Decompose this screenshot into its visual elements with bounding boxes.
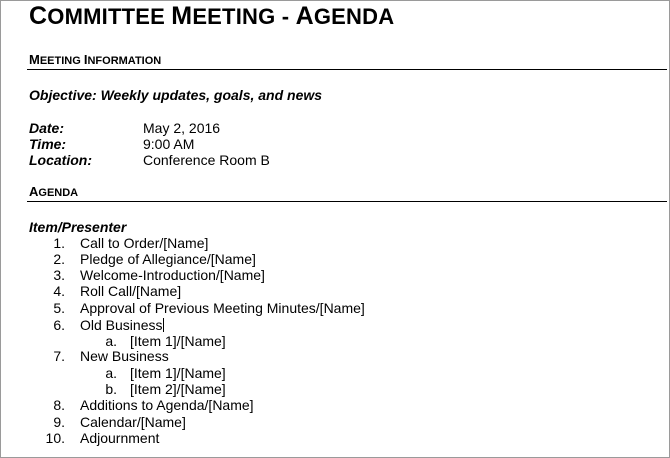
title-part: A — [295, 2, 314, 30]
title-part: C — [29, 2, 48, 30]
item-number: 2. — [53, 251, 65, 267]
item-text: Calendar/[Name] — [80, 414, 186, 430]
agenda-heading[interactable] — [29, 185, 78, 200]
item-number: 10. — [45, 430, 65, 446]
meeting-info-heading[interactable] — [29, 53, 161, 68]
item-number: 5. — [53, 300, 65, 316]
document-title[interactable] — [29, 1, 394, 32]
item-text: Roll Call/[Name] — [80, 283, 182, 299]
item-number: 3. — [53, 267, 65, 283]
item-text: Pledge of Allegiance/[Name] — [80, 251, 256, 267]
heading-part: EETING — [39, 55, 84, 67]
item-text: Call to Order/[Name] — [80, 235, 209, 251]
title-part: GENDA — [313, 4, 395, 29]
subitem-text: [Item 1]/[Name] — [130, 365, 226, 381]
item-text: Welcome-Introduction/[Name] — [80, 267, 265, 283]
section-rule — [27, 69, 667, 70]
title-part: M — [171, 2, 193, 30]
item-number: 6. — [53, 317, 65, 333]
subitem-letter: a. — [105, 333, 117, 349]
item-number: 9. — [53, 414, 65, 430]
heading-part: I — [83, 52, 88, 67]
heading-part: GENDA — [38, 187, 79, 199]
item-number: 4. — [53, 283, 65, 299]
item-presenter-label: Item/Presenter — [29, 219, 127, 235]
subitem-letter: a. — [105, 365, 117, 381]
heading-part: M — [29, 52, 40, 67]
subitem-letter: b. — [105, 381, 117, 397]
item-text: Approval of Previous Meeting Minutes/[Name] — [80, 300, 365, 316]
title-part: EETING - — [192, 4, 296, 29]
item-number: 1. — [53, 235, 65, 251]
date-label: Date: — [29, 120, 65, 136]
heading-part: A — [29, 184, 39, 199]
location-value[interactable]: Conference Room B — [143, 152, 270, 168]
item-text: Adjournment — [80, 430, 160, 446]
meeting-objective[interactable]: Objective: Weekly updates, goals, and news — [29, 87, 323, 103]
heading-part: NFORMATION — [87, 55, 162, 67]
item-text: Old Business — [80, 317, 163, 333]
text-cursor — [163, 318, 164, 332]
subitem-text: [Item 2]/[Name] — [130, 381, 226, 397]
subitem-text: [Item 1]/[Name] — [130, 333, 226, 349]
time-value[interactable]: 9:00 AM — [143, 136, 195, 152]
section-rule — [27, 201, 667, 202]
date-value[interactable]: May 2, 2016 — [143, 120, 221, 136]
item-number: 7. — [53, 348, 65, 364]
item-text: New Business — [80, 348, 169, 364]
item-text: Additions to Agenda/[Name] — [80, 397, 254, 413]
location-label: Location: — [29, 152, 92, 168]
title-part: OMMITTEE — [47, 4, 172, 29]
time-label: Time: — [29, 136, 67, 152]
item-number: 8. — [53, 397, 65, 413]
